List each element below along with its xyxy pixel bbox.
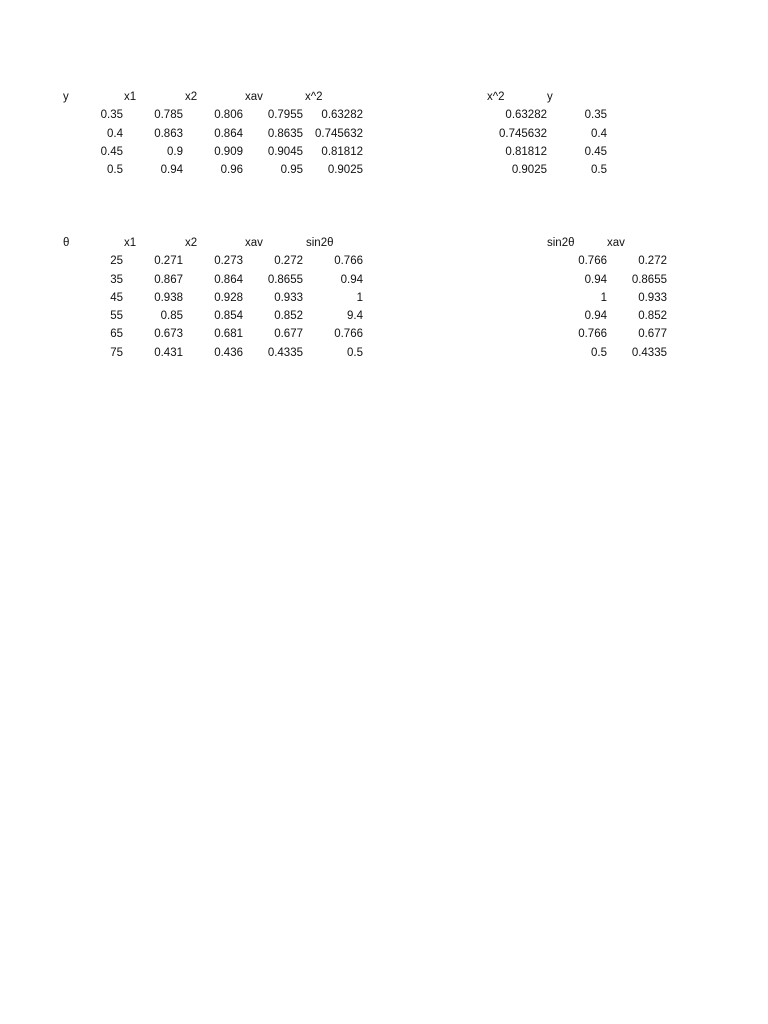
table-cell: 0.94 [340,273,363,286]
table-header-row [63,234,363,252]
table-cell: 0.909 [214,145,243,158]
table-row [63,289,363,307]
column-header: y [63,91,69,103]
table-cell: 25 [110,255,123,268]
column-header: y [547,91,553,103]
table-cell: 0.677 [274,328,303,341]
table-cell: 0.766 [334,255,363,268]
table-row [63,161,363,179]
table-cell: 0.766 [578,328,607,341]
table-cell: 0.766 [334,328,363,341]
table-cell: 0.867 [154,273,183,286]
table-row [63,325,363,343]
table-cell: 0.35 [584,109,607,122]
table-cell: 0.81812 [321,145,363,158]
column-header: sin2θ [306,237,334,249]
table-header-row [63,88,363,106]
table-cell: 0.9 [167,145,183,158]
table-header-row [487,88,607,106]
table-row [547,271,667,289]
data-table-x2-vs-y [487,88,607,179]
table-cell: 0.745632 [315,127,363,140]
table-cell: 0.94 [584,310,607,323]
table-cell: 0.96 [220,164,243,177]
table-cell: 0.273 [214,255,243,268]
table-cell: 0.95 [280,164,303,177]
table-cell: 0.4335 [631,346,667,359]
table-cell: 0.8635 [267,127,303,140]
column-header: x^2 [305,91,323,103]
column-header: x1 [124,237,137,249]
table-cell: 75 [110,346,123,359]
table-cell: 1 [356,291,363,304]
column-header: xav [607,237,625,249]
table-cell: 0.85 [160,310,183,323]
table-row [547,325,667,343]
table-cell: 0.681 [214,328,243,341]
column-header: sin2θ [547,237,575,249]
table-cell: 0.9025 [511,164,547,177]
table-cell: 0.5 [347,346,363,359]
table-cell: 55 [110,310,123,323]
table-cell: 0.5 [591,164,607,177]
column-header: θ [63,237,70,249]
table-cell: 0.673 [154,328,183,341]
table-cell: 0.4 [591,127,607,140]
table-row [63,143,363,161]
table-cell: 0.431 [154,346,183,359]
table-cell: 0.677 [638,328,667,341]
column-header: xav [245,237,263,249]
table-cell: 0.9045 [267,145,303,158]
table-cell: 0.864 [214,273,243,286]
table-cell: 0.272 [274,255,303,268]
table-cell: 0.4335 [267,346,303,359]
column-header: x2 [185,91,198,103]
column-header: xav [245,91,263,103]
table-cell: 0.272 [638,255,667,268]
table-cell: 0.8655 [267,273,303,286]
table-cell: 0.854 [214,310,243,323]
table-cell: 0.271 [154,255,183,268]
table-cell: 0.806 [214,109,243,122]
table-row [547,344,667,362]
table-row [547,252,667,270]
table-cell: 0.94 [160,164,183,177]
table-cell: 0.94 [584,273,607,286]
table-cell: 65 [110,328,123,341]
table-row [63,252,363,270]
table-cell: 1 [600,291,607,304]
table-cell: 0.745632 [499,127,547,140]
table-cell: 0.785 [154,109,183,122]
table-cell: 0.63282 [505,109,547,122]
table-cell: 0.7955 [267,109,303,122]
table-row [63,271,363,289]
table-cell: 0.852 [638,310,667,323]
column-header: x1 [124,91,137,103]
table-row [63,125,363,143]
table-row [487,161,607,179]
table-row [487,125,607,143]
table-cell: 0.766 [578,255,607,268]
table-cell: 0.436 [214,346,243,359]
table-cell: 0.63282 [321,109,363,122]
table-cell: 9.4 [347,310,363,323]
table-cell: 0.45 [100,145,123,158]
table-row [63,344,363,362]
data-table-sin2theta-vs-xav [547,234,667,362]
table-cell: 0.933 [638,291,667,304]
column-header: x2 [185,237,198,249]
table-cell: 0.35 [100,109,123,122]
table-row [547,289,667,307]
table-cell: 0.45 [584,145,607,158]
table-row [63,106,363,124]
table-cell: 0.852 [274,310,303,323]
table-cell: 0.933 [274,291,303,304]
table-cell: 0.5 [591,346,607,359]
table-cell: 0.863 [154,127,183,140]
table-cell: 0.938 [154,291,183,304]
table-cell: 35 [110,273,123,286]
table-row [63,307,363,325]
table-row [547,307,667,325]
table-header-row [547,234,667,252]
data-table-y-vs-x [63,88,363,179]
table-cell: 0.9025 [327,164,363,177]
table-cell: 0.5 [107,164,123,177]
table-row [487,143,607,161]
table-cell: 45 [110,291,123,304]
table-cell: 0.8655 [631,273,667,286]
data-table-theta-vs-x [63,234,363,362]
table-cell: 0.81812 [505,145,547,158]
table-row [487,106,607,124]
table-cell: 0.4 [107,127,123,140]
table-cell: 0.928 [214,291,243,304]
table-cell: 0.864 [214,127,243,140]
column-header: x^2 [487,91,505,103]
